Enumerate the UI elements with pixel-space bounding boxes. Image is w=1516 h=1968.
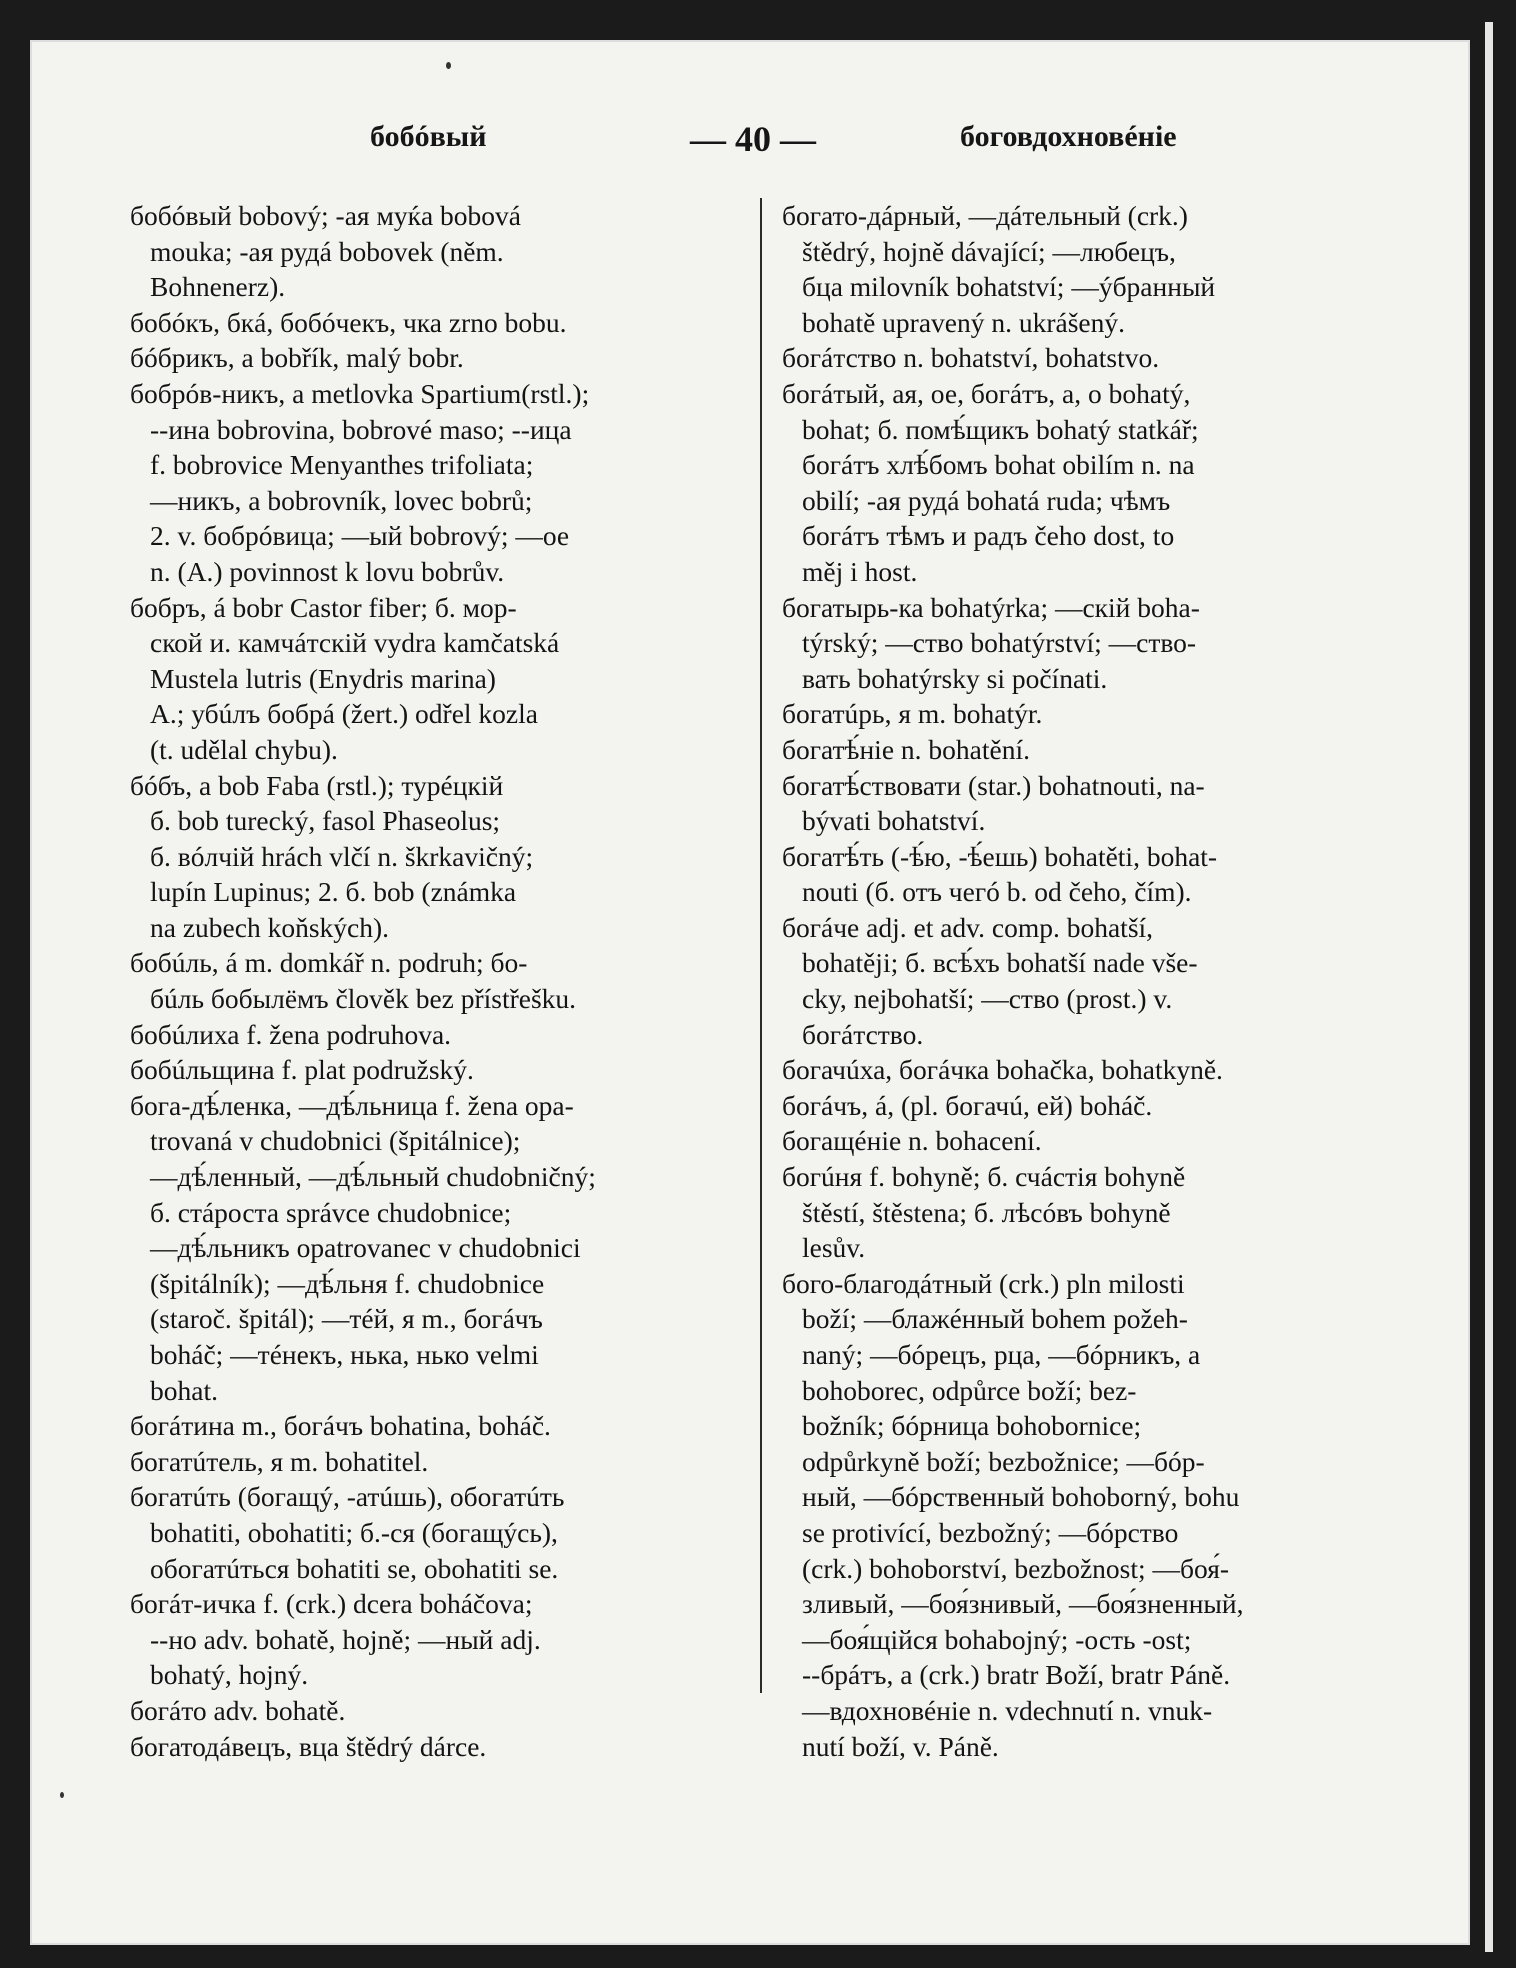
- dictionary-line: богатúтель, я m. bohatitel.: [130, 1445, 429, 1477]
- page-number: — 40 —: [690, 119, 816, 159]
- dictionary-line: bohat; б. помѣ́щикъ bohatý statkář;: [802, 413, 1199, 445]
- dictionary-line: bývati bohatství.: [802, 805, 986, 837]
- dictionary-line: богато-дáрный, —дáтельный (crk.): [782, 200, 1188, 231]
- dictionary-line: f. bobrovice Menyanthes trifoliata;: [150, 449, 534, 481]
- dictionary-line: бобрóв-никъ, a metlovka Spartium(rstl.);: [130, 377, 590, 409]
- dictionary-line: bohoborec, odpůrce boží; bez-: [802, 1374, 1137, 1406]
- dictionary-line: б. вóлчій hrách vlčí n. škrkavičný;: [150, 840, 534, 872]
- dictionary-line: бúль бобылёмъ člověk bez přístřešku.: [150, 983, 577, 1015]
- dictionary-line: —дѣ́льникъ opatrovanec v chudobnici: [150, 1232, 581, 1264]
- dictionary-line: bohatěji; б. всѣ́хъ bohatší nade vše-: [802, 947, 1198, 979]
- dictionary-line: mouka; -ая рудá bobovek (něm.: [150, 235, 504, 267]
- dictionary-line: Bohnenerz).: [150, 271, 286, 303]
- dictionary-line: —вдохновéніе n. vdechnutí n. vnuk-: [802, 1694, 1213, 1726]
- dictionary-line: богáто adv. bohatě.: [130, 1694, 346, 1726]
- dictionary-line: вать bohatýrsky si počínati.: [802, 662, 1108, 694]
- dictionary-line: обогатúться bohatiti se, obohatiti se.: [150, 1552, 559, 1584]
- dictionary-line: bohat.: [150, 1374, 218, 1406]
- dictionary-line: n. (A.) povinnost k lovu bobrův.: [150, 555, 505, 587]
- dictionary-line: božník; бóрница bohobornice;: [802, 1410, 1142, 1442]
- dictionary-line: бóбрикъ, а bobřík, malý bobr.: [130, 342, 464, 374]
- dictionary-line: бобóкъ, бкá, бобóчекъ, чка zrno bobu.: [130, 306, 567, 338]
- dictionary-line: štědrý, hojně dávající; —любецъ,: [802, 235, 1176, 267]
- dictionary-line: богáтина m., богáчъ bohatina, boháč.: [130, 1410, 551, 1442]
- dictionary-line: 2. v. бобрóвица; —ый bobrový; —ое: [150, 520, 570, 552]
- dictionary-line: богатодáвецъ, вца štědrý dárce.: [130, 1730, 487, 1762]
- dictionary-line: богатúрь, я m. bohatýr.: [782, 698, 1043, 730]
- dictionary-line: —боя́щійся bohabojný; -ость -ost;: [802, 1623, 1192, 1655]
- dictionary-line: boží; —блажéнный bohem požeh-: [802, 1303, 1188, 1335]
- dictionary-line: б. bob turecký, fasol Phaseolus;: [150, 805, 501, 837]
- dictionary-line: (crk.) bohoborství, bezbožnost; —боя́-: [802, 1552, 1230, 1584]
- dictionary-line: богáтство n. bohatství, bohatstvo.: [782, 342, 1160, 374]
- dictionary-line: богатúть (богащý, -атúшь), обогатúть: [130, 1481, 565, 1513]
- dictionary-line: měj i host.: [802, 555, 918, 587]
- left-column: [130, 198, 730, 1764]
- dictionary-line: богáтый, ая, ое, богáтъ, а, о bohatý,: [782, 377, 1191, 409]
- dictionary-line: богúня f. bohyně; б. счáстія bohyně: [782, 1161, 1186, 1193]
- dictionary-line: bohatý, hojný.: [150, 1659, 309, 1691]
- dictionary-line: na zubech koňských).: [150, 911, 390, 943]
- dictionary-line: богáчъ, á, (pl. богачú, ей) boháč.: [782, 1089, 1153, 1121]
- dictionary-line: obilí; -ая рудá bohatá ruda; чѣмъ: [802, 484, 1171, 516]
- dictionary-line: б. стáроста správce chudobnice;: [150, 1196, 512, 1228]
- page-header: [130, 120, 1290, 160]
- dictionary-line: бца milovník bohatství; —ýбранный: [802, 271, 1216, 303]
- dictionary-line: богатѣ́ніе n. bohatění.: [782, 733, 1030, 765]
- dictionary-line: nutí boží, v. Páně.: [802, 1730, 999, 1762]
- dictionary-line: boháč; —тéнекъ, нька, нько velmi: [150, 1339, 539, 1370]
- dictionary-line: (staroč. špitál); —тéй, я m., богáчъ: [150, 1303, 543, 1335]
- dictionary-line: —дѣ́ленный, —дѣ́льный chudobničný;: [150, 1161, 596, 1193]
- dictionary-line: Mustela lutris (Enydris marina): [150, 662, 496, 694]
- dictionary-line: bohatě upravený n. ukrášený.: [802, 306, 1126, 338]
- dictionary-line: --но adv. bohatě, hojně; —ный adj.: [150, 1623, 541, 1655]
- dictionary-line: A.; убúлъ бобрá (žert.) odřel kozla: [150, 698, 538, 730]
- dictionary-line: богáче adj. et adv. comp. bohatší,: [782, 911, 1154, 943]
- dictionary-line: lesův.: [802, 1232, 866, 1264]
- dictionary-line: бобúлиха f. žena podruhova.: [130, 1018, 452, 1050]
- dictionary-line: богатѣ́ть (-ѣ́ю, -ѣ́ешь) bohatěti, bohat-: [782, 840, 1218, 872]
- dictionary-line: --ина bobrovina, bobrové maso; --ица: [150, 413, 572, 445]
- dictionary-line: trovaná v chudobnici (špitálnice);: [150, 1125, 521, 1157]
- dictionary-line: богáтъ хлѣ́бомъ bohat obilím n. na: [802, 449, 1195, 481]
- right-column: [782, 198, 1382, 1764]
- dictionary-line: (špitálník); —дѣ́льня f. chudobnice: [150, 1267, 545, 1299]
- dictionary-line: бобúльщина f. plat podružský.: [130, 1054, 474, 1086]
- dictionary-line: —никъ, a bobrovník, lovec bobrů;: [150, 484, 533, 516]
- dictionary-line: odpůrkyně boží; bezbožnice; —бóр-: [802, 1445, 1205, 1477]
- dictionary-line: бобръ, á bobr Castor fiber; б. мор-: [130, 591, 517, 623]
- dictionary-line: богáтъ тѣмъ и радъ čeho dost, to: [802, 520, 1175, 552]
- adjacent-page-edge: [1485, 22, 1493, 1952]
- dust-speck: [446, 62, 451, 69]
- dictionary-line: naný; —бóрецъ, рца, —бóрникъ, a: [802, 1339, 1201, 1370]
- dictionary-line: cky, nejbohatší; —ство (prost.) v.: [802, 983, 1173, 1015]
- column-divider: [760, 198, 762, 1693]
- dictionary-line: богачúха, богáчка bohačka, bohatkyně.: [782, 1054, 1223, 1086]
- dictionary-line: бого-благодáтный (crk.) pln milosti: [782, 1267, 1185, 1299]
- dictionary-line: --брáтъ, a (crk.) bratr Boží, bratr Páně.: [802, 1659, 1231, 1691]
- dictionary-line: (t. udělal chybu).: [150, 733, 338, 765]
- dictionary-line: бога-дѣ́ленка, —дѣ́льница f. žena opa-: [130, 1089, 574, 1121]
- dictionary-line: зливый, —боя́знивый, —боя́зненный,: [802, 1588, 1244, 1620]
- dictionary-line: бóбъ, a bob Faba (rstl.); турéцкій: [130, 769, 504, 801]
- dust-speck: [60, 1792, 64, 1798]
- dictionary-line: týrský; —ство bohatýrství; —ство-: [802, 627, 1197, 659]
- dictionary-line: богáт-ичка f. (crk.) dcera boháčova;: [130, 1588, 533, 1620]
- header-right-headword: боговдохновéніе: [960, 120, 1177, 153]
- dictionary-line: se protivící, bezbožný; —бóрство: [802, 1516, 1179, 1548]
- dictionary-line: богáтство.: [802, 1018, 924, 1050]
- dictionary-line: ской и. камчáтскій vydra kamčatská: [150, 627, 560, 659]
- dictionary-line: bohatiti, obohatiti; б.-ся (богащýсь),: [150, 1516, 558, 1548]
- dictionary-line: богащéніе n. bohacení.: [782, 1125, 1042, 1157]
- dictionary-line: бобóвый bobový; -ая муќа bobová: [130, 200, 521, 231]
- header-left-headword: бобóвый: [370, 120, 487, 153]
- dictionary-line: богатырь-ка bohatýrka; —скій boha-: [782, 591, 1200, 623]
- dictionary-line: štěstí, štěstena; б. лѣсóвъ bohyně: [802, 1196, 1171, 1228]
- dictionary-line: nouti (б. отъ чегó b. od čeho, čím).: [802, 876, 1192, 908]
- dictionary-line: lupín Lupinus; 2. б. bob (známka: [150, 876, 517, 908]
- dictionary-line: богатѣ́ствовати (star.) bohatnouti, na-: [782, 769, 1205, 801]
- dictionary-line: ный, —бóрственный bohoborný, bohu: [802, 1481, 1240, 1513]
- dictionary-line: бобúль, á m. domkář n. podruh; бо-: [130, 947, 528, 979]
